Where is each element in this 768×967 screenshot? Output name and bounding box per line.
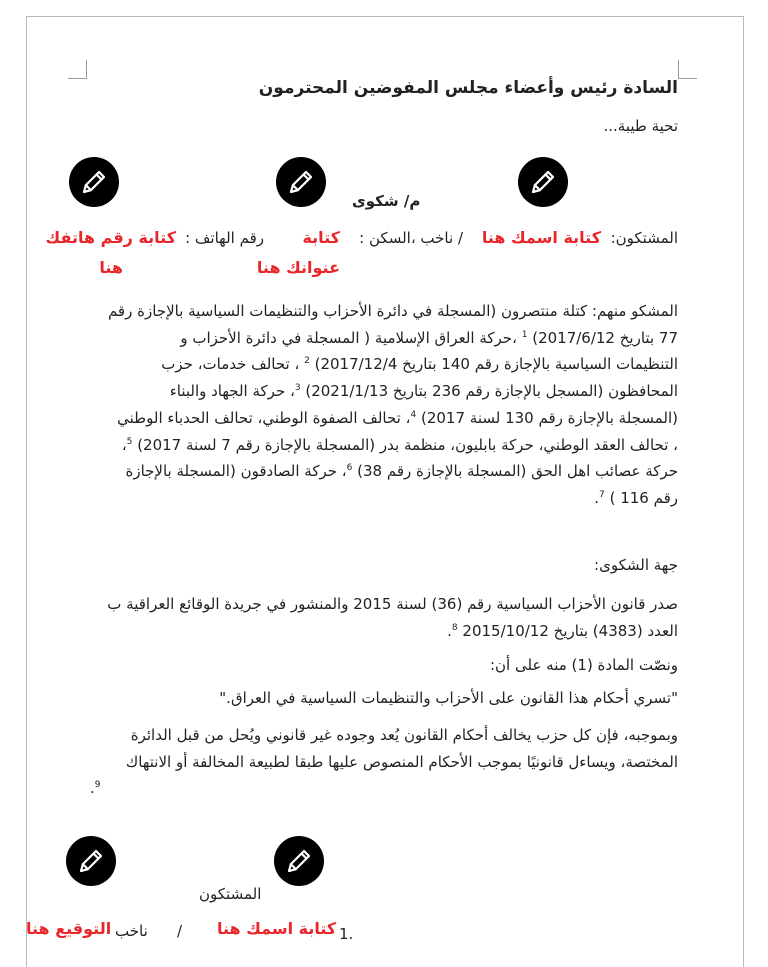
respondents-line: ، تحالف العقد الوطني، حركة بابليون، منظمة بدر (المسجلة بالإجازة رقم 7 لسنة 2017) $^5$، <box>121 435 678 454</box>
respondents-line: المشكو منهم: كتلة منتصرون (المسجلة في دائرة الأحزاب والتنظيمات السياسية بالإجازة رقم <box>107 302 678 320</box>
phone-label: رقم الهاتف : <box>185 229 264 247</box>
signature-placeholder[interactable]: التوقيع هنا <box>26 919 112 938</box>
law-paragraph <box>90 591 678 644</box>
respondents-line: 77 بتاريخ 2017/6/12) $^1$ ،حركة العراق الإسلامية ( المسجلة في دائرة الأحزاب و <box>180 328 678 347</box>
address-placeholder[interactable]: كتابة <box>302 228 340 247</box>
greeting: تحية طيبة... <box>603 117 678 135</box>
pencil-icon[interactable] <box>69 157 119 207</box>
law-line: صدر قانون الأحزاب السياسية رقم (36) لسنة 2015 والمنشور في جريدة الوقائع العراقية ب <box>107 595 678 613</box>
accordingly-line: وبموجبه، فإن كل حزب يخالف أحكام القانون يُعد وجوده غير قانوني ويُحل من قبل الدائرة <box>130 726 678 744</box>
accordingly-paragraph <box>90 722 678 802</box>
law-line: العدد (4383) بتاريخ 2015/10/12 $^8$. <box>447 621 678 640</box>
margin-corner-mark <box>678 60 697 79</box>
signers-label: المشتكون <box>199 885 262 903</box>
footnote-ref[interactable]: 2 <box>304 356 310 367</box>
footnote-ref[interactable]: 7 <box>599 489 605 500</box>
subject: م/ شكوى <box>352 192 421 210</box>
voter-address-label: / ناخب ،السكن : <box>359 229 463 247</box>
respondents-paragraph <box>90 298 678 512</box>
margin-corner-mark <box>68 60 87 79</box>
pencil-icon[interactable] <box>274 836 324 886</box>
law-quote: "تسري أحكام هذا القانون على الأحزاب والتنظيمات السياسية في العراق." <box>219 689 678 707</box>
complainants-label: المشتكون: <box>610 229 678 247</box>
footnote-ref[interactable]: 3 <box>294 383 301 394</box>
footnote-ref[interactable]: 4 <box>410 409 417 420</box>
voter-label: ناخب <box>115 922 148 940</box>
signer-number: 1. <box>339 925 354 943</box>
respondents-line: رقم 116 ) $^7$. <box>594 488 678 507</box>
pencil-icon[interactable] <box>518 157 568 207</box>
footnote-ref[interactable]: 1 <box>521 329 528 340</box>
signer-name-placeholder[interactable]: كتابة اسمك هنا <box>217 919 337 938</box>
footnote-ref[interactable]: 5 <box>126 436 133 447</box>
accordingly-line: المختصة، ويساءل قانونيًا بموجب الأحكام المنصوص عليها طبقا لطبيعة المخالفة أو الانتهاك <box>125 752 678 771</box>
name-placeholder[interactable]: كتابة اسمك هنا <box>481 228 601 247</box>
respondents-line: (المسجلة بالإجازة رقم 130 لسنة 2017) $^4$، تحالف الصفوة الوطني، تحالف الحدباء الوطني <box>117 408 678 427</box>
address-placeholder-line2[interactable]: عنوانك هنا <box>256 258 340 277</box>
respondents-line: المحافظون (المسجل بالإجازة رقم 236 بتاريخ 2021/1/13) $^3$، حركة الجهاد والبناء <box>169 382 678 401</box>
footnote-ref[interactable]: 8 <box>451 622 458 633</box>
phone-placeholder[interactable]: كتابة رقم هاتفك <box>45 228 176 247</box>
addressee: السادة رئيس وأعضاء مجلس المفوضين المحترمون <box>258 78 678 98</box>
separator: / <box>177 922 183 940</box>
pencil-icon[interactable] <box>66 836 116 886</box>
footnote-ref[interactable]: 9 <box>94 780 101 791</box>
pencil-icon[interactable] <box>276 157 326 207</box>
footnote-ref[interactable]: 6 <box>346 463 353 474</box>
respondents-line: التنظيمات السياسية بالإجازة رقم 140 بتاريخ 2017/12/4) $^2$ ، تحالف خدمات، حزب <box>161 355 678 374</box>
complaint-side-heading: جهة الشكوى: <box>594 556 678 574</box>
accordingly-line: $^9$. <box>90 779 101 798</box>
article-intro: ونصّت المادة (1) منه على أن: <box>489 656 678 674</box>
phone-placeholder-line2[interactable]: هنا <box>99 258 123 277</box>
respondents-line: حركة عصائب اهل الحق (المسجلة بالإجازة رقم 38) $^6$، حركة الصادقون (المسجلة بالإجازة <box>125 462 678 481</box>
